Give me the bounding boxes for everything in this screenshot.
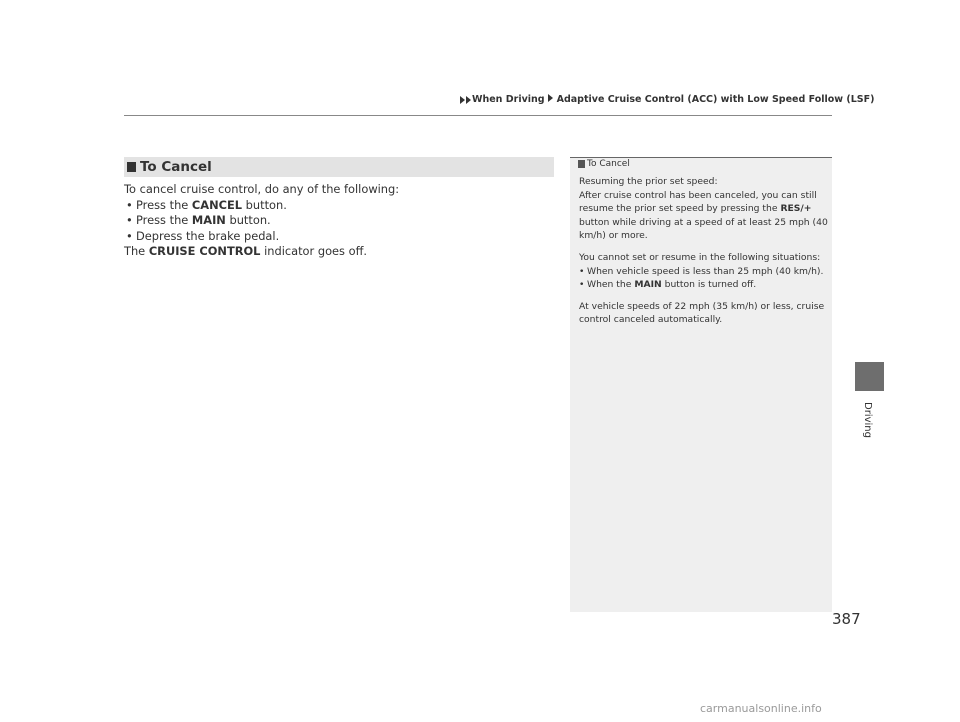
sidebar-body [579, 175, 829, 327]
page-number: 387 [832, 610, 861, 628]
section-header [124, 157, 554, 177]
intro-text: To cancel cruise control, do any of the following: [124, 182, 400, 196]
arrow-right-icon [460, 96, 465, 104]
breadcrumb [460, 94, 874, 105]
note-text: You cannot set or resume in the following situations: [579, 251, 821, 263]
note-text: Resuming the prior set speed: [579, 176, 718, 187]
arrow-right-icon [466, 96, 471, 104]
closing-text: The CRUISE CONTROL indicator goes off. [124, 244, 368, 258]
note-text: After cruise control has been canceled, you can still resume the prior set speed by pressing the RES/+ button while driving at a speed of at least 25 mph (40 km/h) or more. [579, 189, 828, 242]
header-rule [124, 115, 832, 116]
section-title: To Cancel [140, 159, 212, 175]
situations-list [579, 265, 829, 292]
note-marker-icon [578, 160, 585, 168]
section-body [124, 182, 554, 260]
sidebar-note [570, 157, 832, 612]
breadcrumb-item[interactable]: When Driving [472, 94, 545, 105]
sidebar-title: To Cancel [578, 159, 630, 169]
list-item: • When vehicle speed is less than 25 mph (40 km/h). [579, 265, 829, 279]
breadcrumb-item[interactable]: Adaptive Cruise Control (ACC) with Low Speed Follow (LSF) [556, 94, 875, 105]
arrow-right-icon [548, 94, 553, 102]
list-item: • When the MAIN button is turned off. [579, 278, 829, 292]
list-item: • Press the CANCEL button. [124, 198, 554, 214]
square-bullet-icon [127, 162, 136, 172]
sidebar-rule [570, 157, 832, 158]
cancel-methods-list [124, 198, 554, 245]
list-item: • Press the MAIN button. [124, 213, 554, 229]
chapter-tab[interactable] [855, 362, 884, 391]
list-item: • Depress the brake pedal. [124, 229, 554, 245]
watermark: carmanualsonline.info [700, 702, 822, 715]
note-text: At vehicle speeds of 22 mph (35 km/h) or less, cruise control canceled automatically. [579, 300, 825, 326]
chapter-tab-label: Driving [862, 402, 873, 438]
